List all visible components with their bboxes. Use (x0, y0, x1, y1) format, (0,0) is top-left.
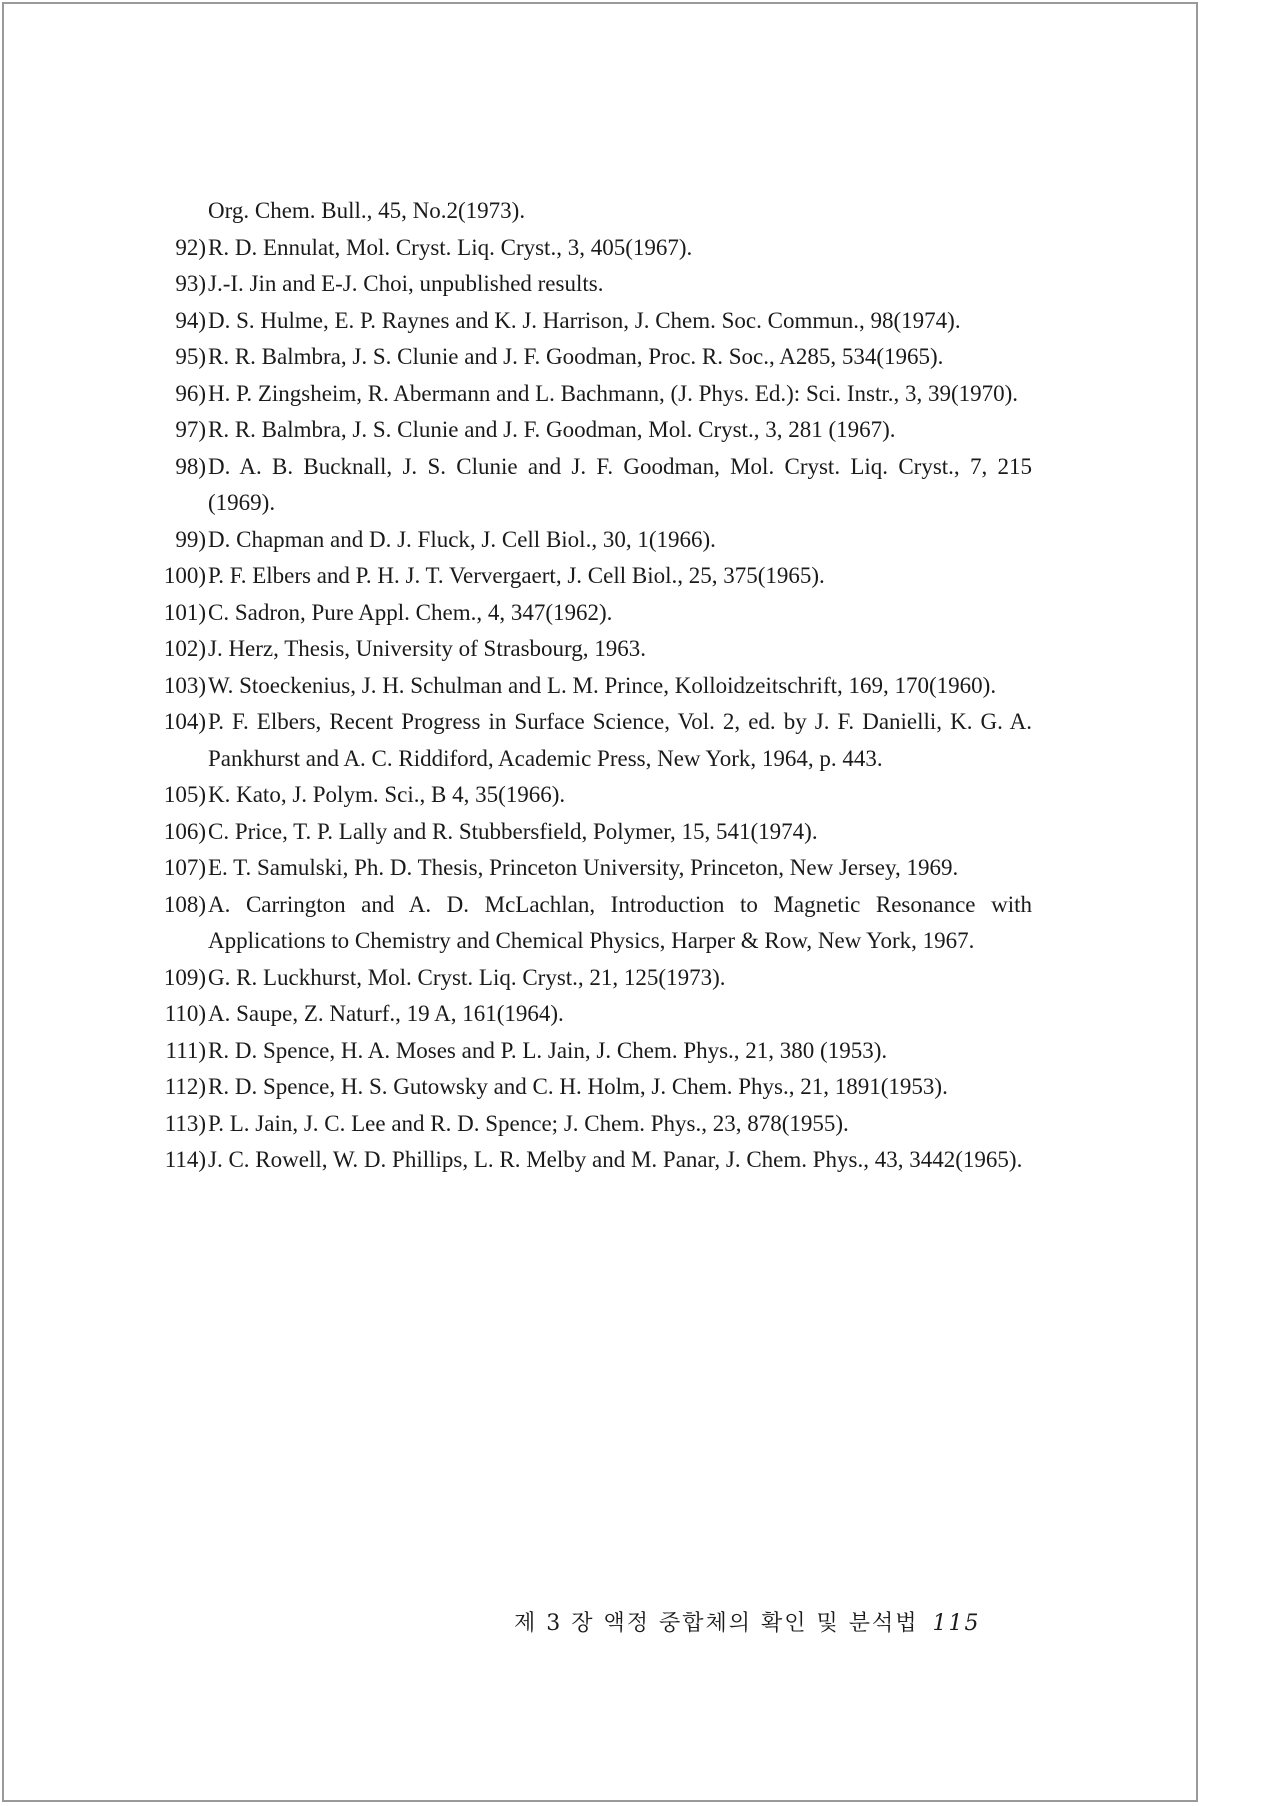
reference-entry (150, 850, 1032, 887)
reference-number: 105) (163, 782, 206, 807)
reference-text: P. F. Elbers and P. H. J. T. Ververgaert, J. Cell Biol., 25, 375(1965). (208, 563, 825, 588)
reference-entry (150, 558, 1032, 595)
reference-entry (150, 522, 1032, 559)
page-number: 115 (932, 1611, 981, 1636)
reference-entry (150, 449, 1032, 522)
reference-number: 95) (175, 344, 206, 369)
reference-text: C. Sadron, Pure Appl. Chem., 4, 347(1962). (208, 599, 613, 625)
reference-text: E. T. Samulski, Ph. D. Thesis, Princeton University, Princeton, New Jersey, 1969. (208, 855, 959, 880)
reference-text: H. P. Zingsheim, R. Abermann and L. Bachmann, (J. Phys. Ed.): Sci. Instr., 3, 39(1970). (208, 380, 1019, 406)
reference-number: 97) (175, 417, 206, 442)
reference-number: 110) (164, 1001, 206, 1026)
reference-entry (150, 631, 1032, 668)
reference-entry (150, 230, 1032, 267)
reference-number: 101) (163, 599, 206, 625)
reference-entry (150, 1142, 1032, 1179)
reference-number: 100) (163, 563, 206, 588)
reference-text: P. F. Elbers, Recent Progress in Surface Science, Vol. 2, ed. by J. F. Danielli, K. G. A. Pankhurst and A. C. Riddiford, Academic Press, New York, 1964, p. 443. (208, 709, 1032, 771)
reference-entry (150, 376, 1032, 413)
reference-entry (150, 668, 1032, 705)
reference-number: 93) (175, 271, 206, 296)
reference-number: 94) (175, 307, 206, 333)
reference-text: R. D. Spence, H. A. Moses and P. L. Jain, J. Chem. Phys., 21, 380 (1953). (208, 1037, 888, 1063)
reference-number: 98) (175, 453, 206, 479)
reference-number: 102) (163, 636, 206, 661)
chapter-title: 제 3 장 액정 중합체의 확인 및 분석법 (514, 1611, 919, 1636)
reference-number: 103) (163, 672, 206, 698)
reference-text: D. S. Hulme, E. P. Raynes and K. J. Harrison, J. Chem. Soc. Commun., 98(1974). (208, 307, 961, 333)
reference-text: W. Stoeckenius, J. H. Schulman and L. M. Prince, Kolloidzeitschrift, 169, 170(1960). (208, 672, 997, 698)
reference-list (150, 193, 1032, 1179)
reference-entry (150, 1069, 1032, 1106)
reference-entry (150, 777, 1032, 814)
reference-text: A. Saupe, Z. Naturf., 19 A, 161(1964). (208, 1001, 564, 1026)
reference-text: J.-I. Jin and E-J. Choi, unpublished results. (208, 271, 604, 296)
reference-entry (150, 193, 1032, 230)
reference-text: C. Price, T. P. Lally and R. Stubbersfield, Polymer, 15, 541(1974). (208, 818, 818, 844)
reference-text: G. R. Luckhurst, Mol. Cryst. Liq. Cryst., 21, 125(1973). (208, 964, 726, 990)
reference-entry (150, 887, 1032, 960)
reference-number: 107) (163, 855, 206, 880)
page-footer (514, 1606, 1014, 1637)
reference-text: D. A. B. Bucknall, J. S. Clunie and J. F. Goodman, Mol. Cryst. Liq. Cryst., 7, 215 (1969). (208, 453, 1032, 515)
reference-number: 111) (165, 1037, 206, 1063)
reference-text: P. L. Jain, J. C. Lee and R. D. Spence; J. Chem. Phys., 23, 878(1955). (208, 1110, 849, 1136)
reference-entry (150, 595, 1032, 632)
reference-number: 92) (175, 234, 206, 260)
reference-entry (150, 412, 1032, 449)
reference-entry (150, 704, 1032, 777)
reference-text: A. Carrington and A. D. McLachlan, Introduction to Magnetic Resonance with Applications to Chemistry and Chemical Physics, Harper & Row, New York, 1967. (208, 891, 1032, 953)
reference-text: J. C. Rowell, W. D. Phillips, L. R. Melby and M. Panar, J. Chem. Phys., 43, 3442(1965). (208, 1147, 1023, 1172)
reference-number: 114) (164, 1147, 206, 1172)
reference-entry (150, 960, 1032, 997)
reference-number: 109) (163, 964, 206, 990)
reference-entry (150, 339, 1032, 376)
reference-number: 112) (164, 1074, 206, 1099)
reference-entry (150, 996, 1032, 1033)
reference-text: R. R. Balmbra, J. S. Clunie and J. F. Goodman, Mol. Cryst., 3, 281 (1967). (208, 417, 896, 442)
reference-entry (150, 303, 1032, 340)
reference-text: R. D. Ennulat, Mol. Cryst. Liq. Cryst., 3, 405(1967). (208, 234, 693, 260)
reference-text: J. Herz, Thesis, University of Strasbourg, 1963. (208, 636, 647, 661)
page-stack-edge (1198, 0, 1273, 1806)
reference-entry (150, 814, 1032, 851)
reference-number: 108) (163, 891, 206, 917)
reference-number: 96) (175, 380, 206, 406)
reference-number: 113) (164, 1110, 206, 1136)
reference-text: Org. Chem. Bull., 45, No.2(1973). (208, 198, 526, 223)
reference-entry (150, 1106, 1032, 1143)
reference-number: 104) (163, 709, 206, 734)
reference-text: D. Chapman and D. J. Fluck, J. Cell Biol., 30, 1(1966). (208, 526, 716, 552)
reference-number: 99) (175, 526, 206, 552)
reference-entry (150, 1033, 1032, 1070)
reference-entry (150, 266, 1032, 303)
reference-text: R. R. Balmbra, J. S. Clunie and J. F. Goodman, Proc. R. Soc., A285, 534(1965). (208, 344, 944, 369)
reference-text: R. D. Spence, H. S. Gutowsky and C. H. Holm, J. Chem. Phys., 21, 1891(1953). (208, 1074, 948, 1099)
reference-number: 106) (163, 818, 206, 844)
reference-text: K. Kato, J. Polym. Sci., B 4, 35(1966). (208, 782, 566, 807)
